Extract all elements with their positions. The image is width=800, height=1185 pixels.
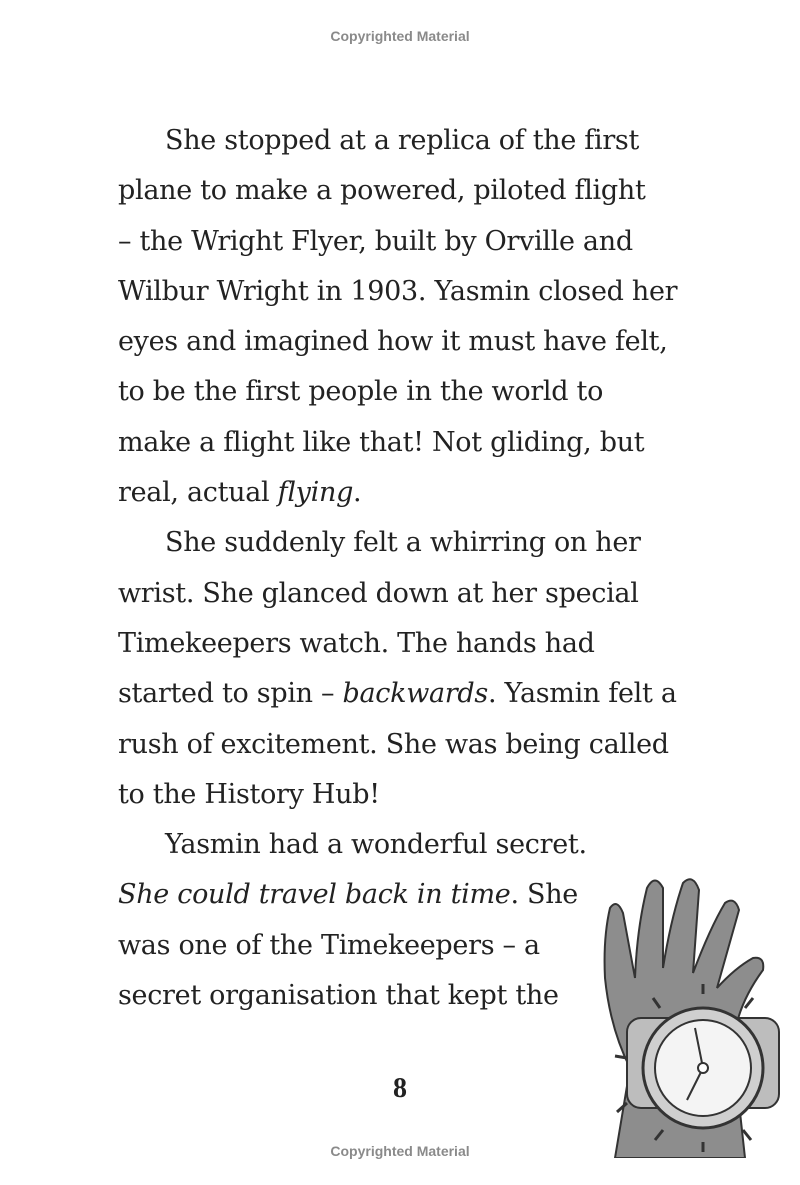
text-segment: She stopped at a replica of the first — [165, 125, 640, 156]
copyright-footer: Copyrighted Material — [330, 1143, 470, 1159]
text-line — [118, 217, 698, 267]
text-segment: plane to make a powered, piloted flight — [118, 175, 646, 207]
text-line — [118, 820, 698, 870]
text-segment: started to spin – — [118, 678, 343, 710]
text-line — [118, 418, 698, 468]
text-segment: . — [353, 477, 362, 509]
text-segment: Wilbur Wright in 1903. Yasmin closed her — [118, 275, 678, 307]
text-segment: to be the first people in the world to — [118, 376, 604, 408]
text-segment: rush of excitement. She was being called — [118, 728, 669, 760]
text-line — [118, 619, 698, 669]
text-line — [118, 468, 698, 518]
text-line — [118, 720, 698, 770]
text-segment: eyes and imagined how it must have felt, — [118, 326, 668, 358]
text-line — [118, 166, 698, 216]
text-line — [118, 669, 698, 719]
text-segment: real, actual — [118, 477, 278, 509]
text-line — [118, 367, 698, 417]
copyright-header: Copyrighted Material — [330, 28, 470, 44]
text-segment: Timekeepers watch. The hands had — [118, 627, 595, 659]
italic-text: She could travel back in time — [118, 879, 511, 911]
text-line — [118, 267, 698, 317]
italic-text: backwards — [342, 678, 488, 710]
text-segment: to the History Hub! — [118, 778, 380, 810]
text-segment: wrist. She glanced down at her special — [118, 577, 639, 609]
text-segment: secret organisation that kept the — [118, 980, 559, 1012]
text-segment: Yasmin had a wonderful secret. — [165, 829, 587, 861]
text-segment: make a flight like that! Not gliding, but — [118, 426, 645, 458]
text-segment: . She — [510, 879, 578, 911]
italic-text: flying — [277, 477, 354, 509]
page-number: 8 — [393, 1073, 407, 1104]
text-segment: . Yasmin felt a — [487, 678, 677, 710]
text-line — [118, 770, 698, 820]
text-segment: was one of the Timekeepers – a — [118, 929, 540, 961]
hand-with-watch-illustration — [575, 868, 800, 1158]
text-segment: – the Wright Flyer, built by Orville and — [118, 225, 633, 257]
text-line — [118, 116, 698, 166]
text-line — [118, 317, 698, 367]
text-segment: She suddenly felt a whirring on her — [165, 527, 641, 559]
text-line — [118, 518, 698, 568]
text-line — [118, 569, 698, 619]
